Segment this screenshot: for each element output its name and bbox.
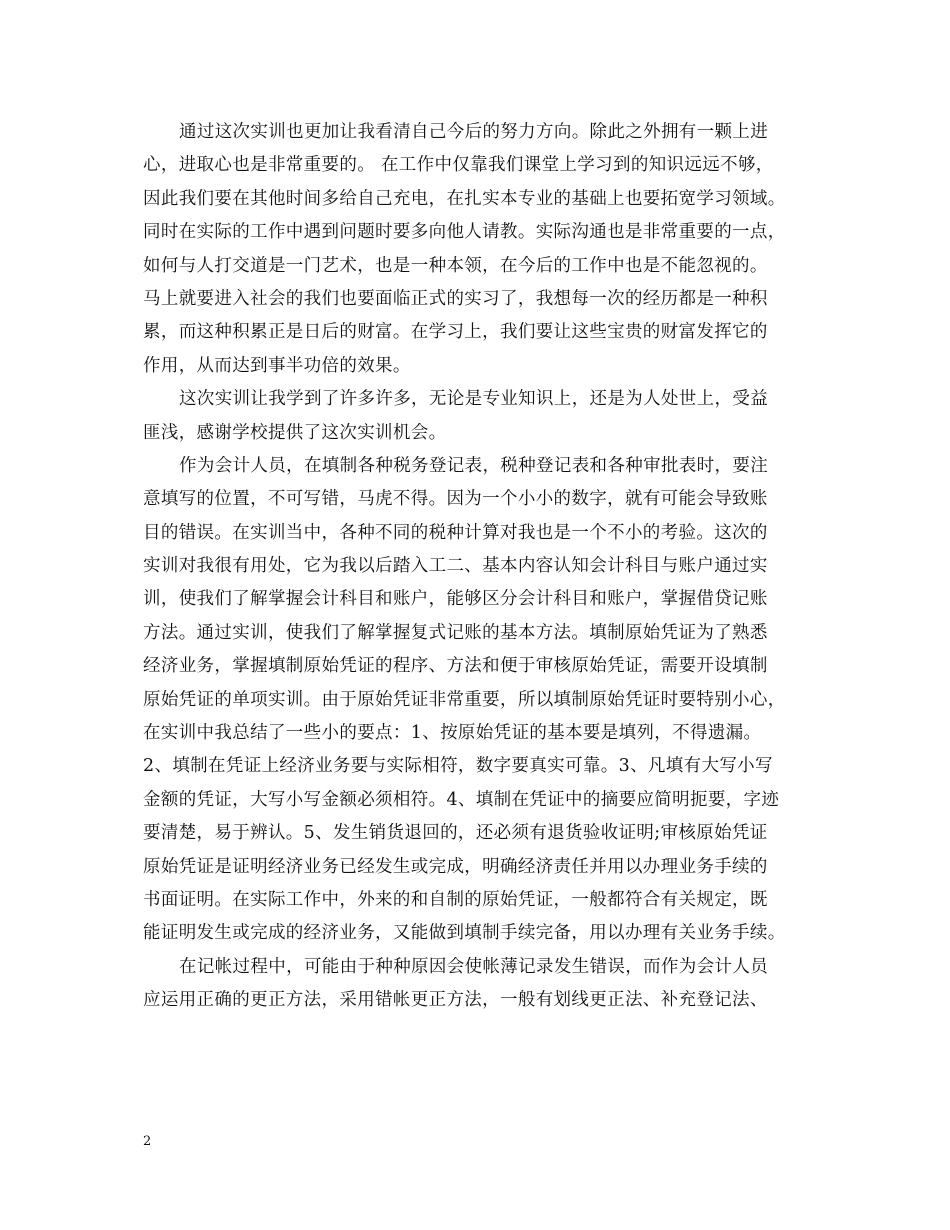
text-line: 如何与人打交道是一门艺术，也是一种本领，在今后的工作中也是不能忽视的。: [143, 255, 768, 276]
text-line: 作为会计人员，在填制各种税务登记表，税种登记表和各种审批表时，要注: [179, 455, 769, 476]
text-line: 心，进取心也是非常重要的。 在工作中仅靠我们课堂上学习到的知识远远不够，: [143, 155, 774, 176]
text-line: 训，使我们了解掌握会计科目和账户，能够区分会计科目和账户，掌握借贷记账: [143, 589, 768, 610]
body-text: [143, 116, 807, 1018]
text-line: 同时在实际的工作中遇到问题时要多向他人请教。实际沟通也是非常重要的一点，: [143, 222, 786, 243]
page-number: 2: [143, 1134, 152, 1149]
text-line: 能证明发生或完成的经济业务，又能做到填制手续完备，用以办理有关业务手续。: [143, 923, 786, 944]
text-line: 目的错误。在实训当中，各种不同的税种计算对我也是一个不小的考验。这次的: [143, 522, 768, 543]
text-line: 要清楚，易于辨认。5、发生销货退回的，还必须有退货验收证明;审核原始凭证: [143, 823, 768, 844]
text-line: 金额的凭证，大写小写金额必须相符。4、填制在凭证中的摘要应简明扼要，字迹: [143, 789, 780, 810]
text-line: 方法。通过实训，使我们了解掌握复式记账的基本方法。填制原始凭证为了熟悉: [143, 622, 768, 643]
text-line: 2、填制在凭证上经济业务要与实际相符，数字要真实可靠。3、凡填有大写小写: [143, 756, 773, 777]
text-line: 书面证明。在实际工作中，外来的和自制的原始凭证，一般都符合有关规定，既: [143, 889, 768, 910]
text-line: 在实训中我总结了一些小的要点：1、按原始凭证的基本要是填列，不得遗漏。: [143, 723, 762, 744]
text-line: 作用，从而达到事半功倍的效果。: [143, 355, 411, 376]
text-line: 实训对我很有用处，它为我以后踏入工二、基本内容认知会计科目与账户通过实: [143, 556, 768, 577]
text-line: 这次实训让我学到了许多许多，无论是专业知识上，还是为人处世上，受益: [179, 389, 769, 410]
text-line: 经济业务，掌握填制原始凭证的程序、方法和便于审核原始凭证，需要开设填制: [143, 656, 768, 677]
text-line: 在记帐过程中，可能由于种种原因会使帐薄记录发生错误，而作为会计人员: [179, 956, 769, 977]
text-line: 累，而这种积累正是日后的财富。在学习上，我们要让这些宝贵的财富发挥它的: [143, 322, 768, 343]
text-line: 匪浅，感谢学校提供了这次实训机会。: [143, 422, 447, 443]
text-line: 因此我们要在其他时间多给自己充电，在扎实本专业的基础上也要拓宽学习领域。: [143, 188, 786, 209]
text-line: 通过这次实训也更加让我看清自己今后的努力方向。除此之外拥有一颗上进: [179, 122, 769, 142]
text-line: 原始凭证是证明经济业务已经发生或完成，明确经济责任并用以办理业务手续的: [143, 856, 768, 877]
text-line: 意填写的位置，不可写错，马虎不得。因为一个小小的数字，就有可能会导致账: [143, 489, 768, 510]
text-line: 应运用正确的更正方法，采用错帐更正方法，一般有划线更正法、补充登记法、: [143, 990, 768, 1011]
text-line: 原始凭证的单项实训。由于原始凭证非常重要，所以填制原始凭证时要特别小心，: [143, 689, 786, 710]
text-line: 马上就要进入社会的我们也要面临正式的实习了，我想每一次的经历都是一种积: [143, 288, 768, 309]
